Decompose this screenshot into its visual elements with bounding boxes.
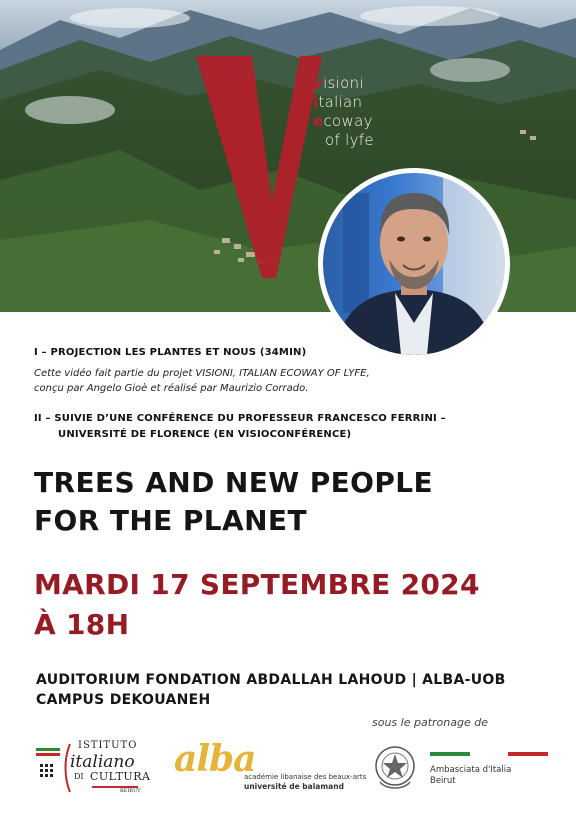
event-venue: AUDITORIUM FONDATION ABDALLAH LAHOUD | ALBA-UOB CAMPUS DEKOUANEH (36, 672, 506, 708)
section-1-description: Cette vidéo fait partie du projet VISIONI, ITALIAN ECOWAY OF LYFE, conçu par Angelo Gioè et réalisé par Maurizio Corrado. (34, 368, 370, 394)
alba-logo: alba (174, 738, 256, 780)
section-2-heading-line-2: UNIVERSITÉ DE FLORENCE (EN VISIOCONFÉRENCE) (58, 429, 352, 440)
section-2-heading-line-1: II – SUIVIE D’UNE CONFÉRENCE DU PROFESSEUR FRANCESCO FERRINI – (34, 413, 446, 424)
event-date: MARDI 17 SEPTEMBRE 2024 À 18H (34, 568, 480, 641)
visioni-brand-text: visioni italian ecoway of lyfe (313, 74, 374, 149)
italian-emblem-icon (372, 742, 418, 794)
patronage-label: sous le patronage de (372, 716, 488, 729)
embassy-name: Ambasciata d'Italia (430, 765, 512, 775)
embassy-city: Beirut (430, 776, 456, 786)
speaker-photo (323, 173, 505, 355)
event-title: TREES AND NEW PEOPLE FOR THE PLANET (34, 466, 434, 537)
section-1-heading: I – PROJECTION LES PLANTES ET NOUS (34MIN) (34, 347, 307, 358)
alba-subtitle-1: académie libanaise des beaux-arts (244, 773, 367, 781)
italian-flag-icon (430, 752, 548, 758)
alba-subtitle-2: université de balamand (244, 782, 344, 791)
istituto-italiano-cultura-logo: ISTITUTO italiano DI CULTURA BEIRUT (34, 738, 144, 798)
speaker-portrait (318, 168, 510, 360)
